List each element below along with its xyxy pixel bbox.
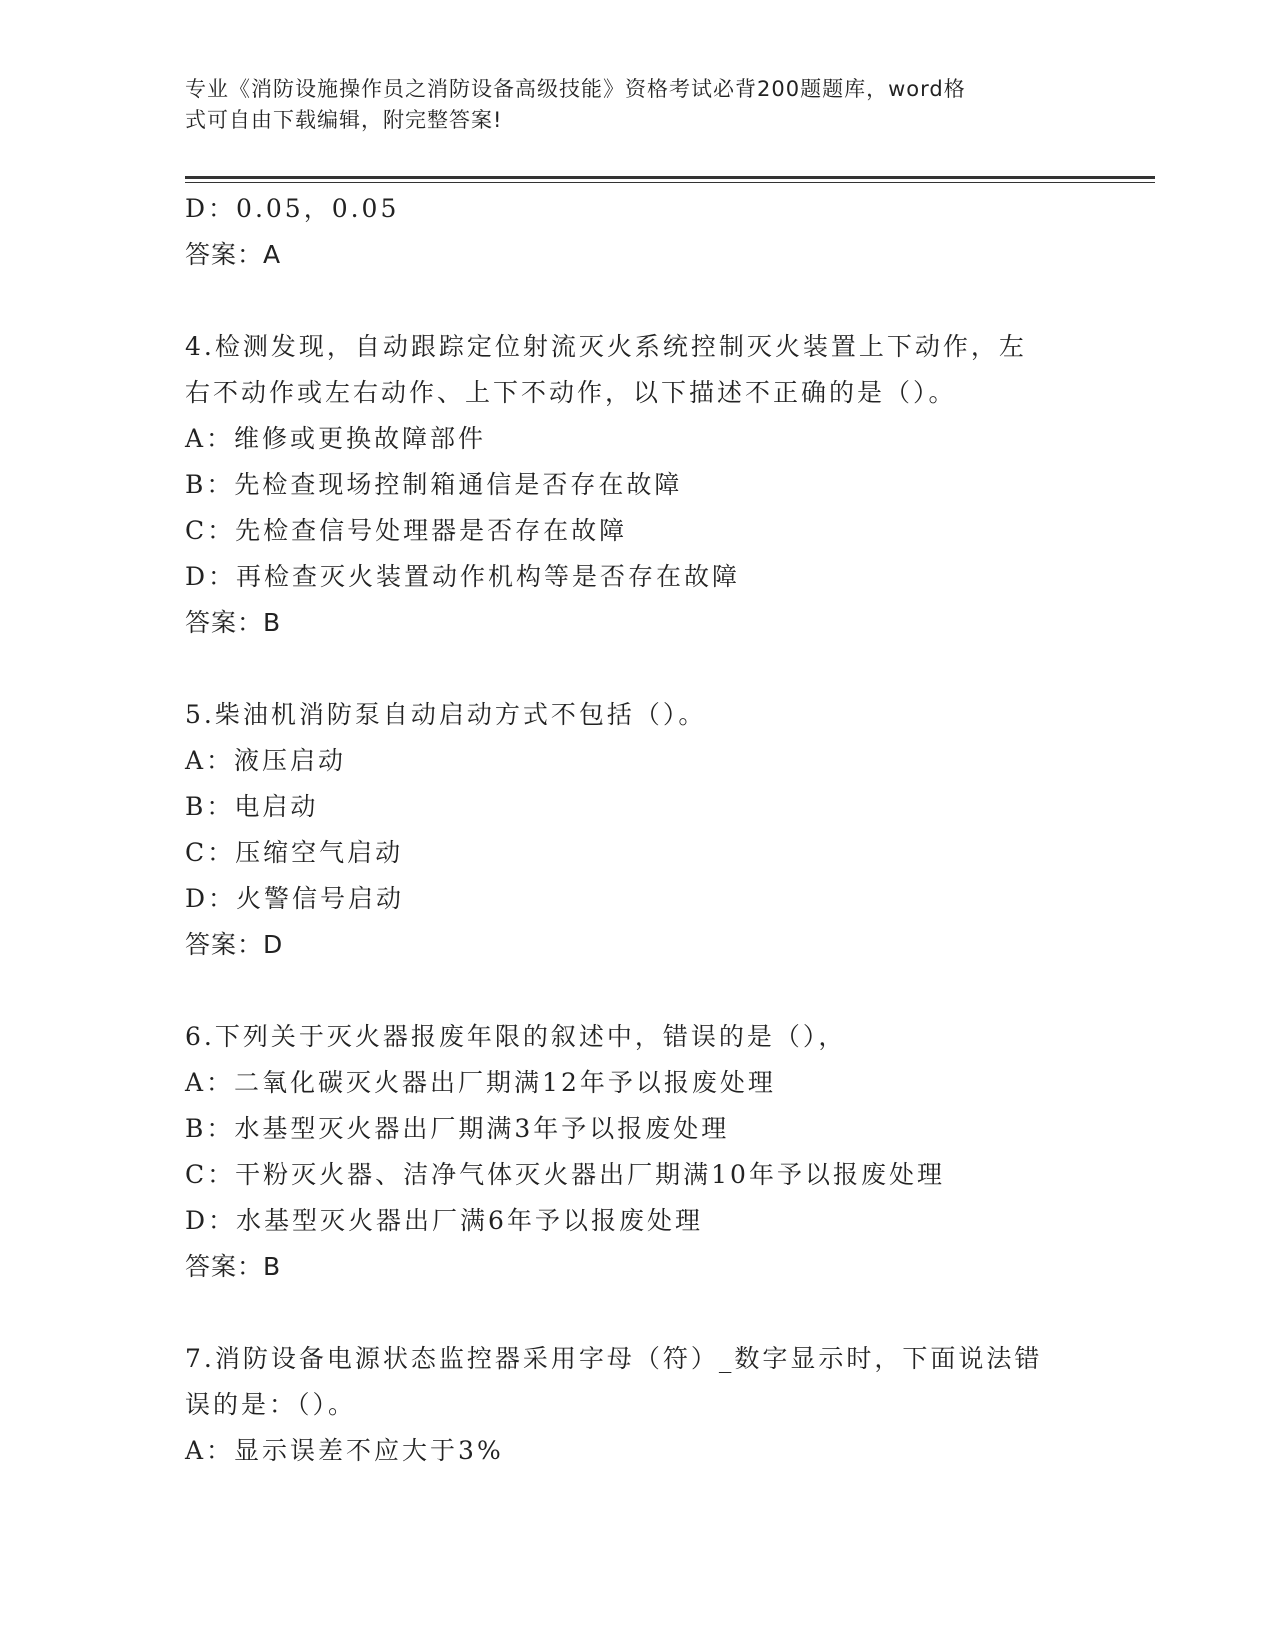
question-3-tail [185, 186, 1065, 278]
spacer [185, 1290, 1065, 1336]
option-a: A：维修或更换故障部件 [185, 424, 487, 453]
question-stem: 4.检测发现，自动跟踪定位射流灭火系统控制灭火装置上下动作，左 [185, 332, 1027, 361]
question-4 [185, 324, 1065, 646]
question-stem: 5.柴油机消防泵自动启动方式不包括（）。 [185, 700, 707, 729]
header-rule-thin [185, 182, 1155, 183]
question-6 [185, 1014, 1065, 1290]
option-a: A：液压启动 [185, 746, 347, 775]
option-c: C：干粉灭火器、洁净气体灭火器出厂期满10年予以报废处理 [185, 1160, 945, 1189]
header-line-2: 式可自由下载编辑，附完整答案! [185, 108, 503, 132]
document-header [185, 74, 1065, 136]
question-5 [185, 692, 1065, 968]
question-7 [185, 1336, 1065, 1474]
option-d: D：火警信号启动 [185, 884, 405, 913]
option-b: B：先检查现场控制箱通信是否存在故障 [185, 470, 683, 499]
header-line-1: 专业《消防设施操作员之消防设备高级技能》资格考试必背200题题库，word格 [185, 77, 966, 101]
option-b: B：电启动 [185, 792, 319, 821]
spacer [185, 968, 1065, 1014]
option-d: D：水基型灭火器出厂满6年予以报废处理 [185, 1206, 703, 1235]
answer: 答案：B [185, 608, 282, 637]
question-stem-continued: 右不动作或左右动作、上下不动作，以下描述不正确的是（）。 [185, 378, 957, 407]
option-a: A：二氧化碳灭火器出厂期满12年予以报废处理 [185, 1068, 776, 1097]
answer: 答案：A [185, 240, 282, 269]
question-stem: 7.消防设备电源状态监控器采用字母（符）_数字显示时，下面说法错 [185, 1344, 1043, 1373]
option-c: C：先检查信号处理器是否存在故障 [185, 516, 628, 545]
question-list [185, 186, 1065, 1474]
option-d: D：0.05，0.05 [185, 194, 400, 223]
option-c: C：压缩空气启动 [185, 838, 404, 867]
option-d: D：再检查灭火装置动作机构等是否存在故障 [185, 562, 741, 591]
option-a: A：显示误差不应大于3% [185, 1436, 504, 1465]
spacer [185, 278, 1065, 324]
spacer [185, 646, 1065, 692]
header-rule-thick [185, 176, 1155, 179]
question-stem: 6.下列关于灭火器报废年限的叙述中，错误的是（）， [185, 1022, 847, 1051]
option-b: B：水基型灭火器出厂期满3年予以报废处理 [185, 1114, 730, 1143]
question-stem-continued: 误的是：（）。 [185, 1390, 357, 1419]
answer: 答案：B [185, 1252, 282, 1281]
answer: 答案：D [185, 930, 284, 959]
